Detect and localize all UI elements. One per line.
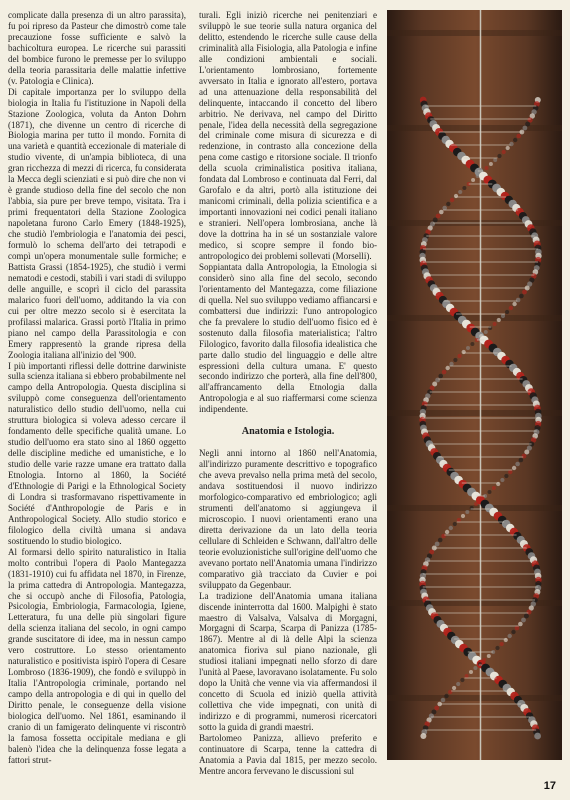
middle-text-column	[199, 10, 377, 788]
dna-model-photo	[387, 10, 562, 760]
page-number: 17	[543, 780, 556, 792]
paragraph: Negli anni intorno al 1860 nell'Anatomia, all'indirizzo puramente descrittivo e topografico che aveva prevalso nella prima metà del secolo, andava sostituendosi il nuovo indirizzo morfologico-comparativo ed embriologico; agli strumenti dell'anatomo si aggiungeva il microscopio. I nuovi orientamenti erano una diretta derivazione da un lato della teoria cellulare di Schleiden e Schwann, dall'altro delle teorie evoluzionistiche sull'origine dell'uomo che avevano portato nell'Anatomia umana l'indirizzo comparativo già tracciato da Cuvier e poi sviluppato da Gegenbaur.	[199, 448, 377, 590]
paragraph: turali. Egli iniziò ricerche nei penitenziari e sviluppò le sue teorie sulla natura organica del delitto, estendendo le ricerche sulle cause della criminalità alla Fisiologia, alla Patologia e infine alle condizioni ambientali e sociali. L'orientamento lombrosiano, fortemente avversato in Italia e ignorato all'estero, portava ad una attenuazione della responsabilità del delinquente, intaccando il concetto del libero arbitrio. Ne derivava, nel campo del Diritto penale, l'idea della necessità della segregazione del criminale come misura di sicurezza e di redenzione, in contrasto alla concezione della pena come castigo e ritorsione sociale. Il trionfo della scuola criminalistica positiva italiana, fondata dal Lombroso e continuata dal Ferri, dal Garofalo e da altri, portò alla istituzione dei manicomi criminali, della polizia scientifica e a importanti innovazioni nei codici penali italiano e stranieri. Nell'opera lombrosiana, anche là dove la dottrina ha in sé un sostanziale valore medico, si scopre sempre il fondo bio-antropologico dei problemi sollevati (Morselli).	[199, 10, 377, 261]
paragraph: I più importanti riflessi delle dottrine darwiniste sulla scienza italiana si ebbero probabilmente nel campo della Antropologia. Questa disciplina si sviluppò come conseguenza dell'orientamento naturalistico dello studio dell'uomo, nella cui struttura biologica si voleva adesso cercare il fondamento delle specifiche qualità umane. Lo studio dell'uomo era stato sino al 1860 oggetto delle discipline mediche ed umanistiche, e lo studio delle varie razze umane era trattato dalla Etnologia. Intorno al 1860, la Société d'Ethnologie di Parigi e la Ethnological Society di Londra si trasformavano rispettivamente in Société d'Anthropologie de Paris e in Anthropological Society. Allo studio storico e filologico della civiltà umana si andava sostituendo lo studio biologico.	[8, 360, 186, 546]
left-text-column	[8, 10, 186, 788]
paragraph: Al formarsi dello spirito naturalistico in Italia molto contribuì l'opera di Paolo Mantegazza (1831-1910) cui fu affidata nel 1870, in Firenze, la prima cattedra di Antropologia. Mantegazza, che si occupò anche di Filosofia, Patologia, Psicologia, Embriologia, Farmacologia, Igiene, Letteratura, fu una delle più singolari figure della scienza italiana del secolo, in ogni campo grande suscitatore di idee, ma in nessun campo vero costruttore. Lo stesso orientamento naturalistico e positivista ispirò l'opera di Cesare Lombroso (1836-1909), che fondò e sviluppò in Italia l'Antropologia criminale, portando nel campo della antropologia e di qui in quello del Diritto penale, le conseguenze della visione biologica dell'uomo. Nel 1861, esaminando il cranio di un famigerato delinquente vi riscontrò la famosa fossetta occipitale mediana e gli balenò l'idea che la delinquenza fosse legata a fattori strut-	[8, 546, 186, 765]
dna-helix-illustration	[387, 10, 562, 760]
paragraph: Di capitale importanza per lo sviluppo della biologia in Italia fu l'istituzione in Napoli della Stazione Zoologica, voluta da Anton Dohrn (1871), che divenne un centro di ricerche di Biologia marina per tutto il mondo. Fornita di una varietà e quantità eccezionale di materiale di studio vivente, di un'ampia biblioteca, di una gran ricchezza di mezzi di ricerca, fu considerata la Mecca degli scienziati e si può dire che non vi è grande studioso della fine del secolo che non l'abbia, sia pure per breve tempo, visitata. Tra i primi frequentatori della Stazione Zoologica napoletana furono Carlo Emery (1848-1925), che studiò l'embriologia e l'anatomia dei pesci, formulò lo schema dell'arto dei tetrapodi e compì un'opera monumentale sulle formiche; e Battista Grassi (1854-1925), che studiò i vermi nematodi e cestodi, stabilì i vari stadi di sviluppo delle anguille, e scoprì il ciclo del parassita malarico fuori dell'uomo, additando la via con cui per oltre mezzo secolo si è esercitata la profilassi malarica. Grassi portò l'Italia in primo piano nel campo della Parassitologia e con Emery rappresentò la grande ripresa della Zoologia italiana all'inizio del '900.	[8, 86, 186, 360]
paragraph: Soppiantata dalla Antropologia, la Etnologia si considerò sino alla fine del secolo, secondo l'orientamento del Mantegazza, come filiazione di quella. Nel suo sviluppo vediamo affiancarsi e combattersi due indirizzi: l'uno antropologico che fa prevalere lo studio dell'uomo fisico ed è sostenuto dalla filosofia materialistica; l'altro Filologico, favorito dalla filosofia idealistica che parte dallo studio del linguaggio e delle altre espressioni della cultura umana. E' questo secondo indirizzo che porterà, alla fine dell'800, all'affrancamento della Etnologia dalla Antropologia e al suo riaffermarsi come scienza indipendente.	[199, 261, 377, 415]
paragraph: complicate dalla presenza di un altro parassita), fu poi ripreso da Pasteur che dimostrò come tale precauzione fosse sufficiente e salvò la bachicoltura europea. Le ricerche sui parassiti del bombice furono le premesse per lo sviluppo della teoria parassitaria delle malattie infettive (v. Patologia e Clinica).	[8, 10, 186, 86]
paragraph: Bartolomeo Panizza, allievo preferito e continuatore di Scarpa, tenne la cattedra di Anatomia a Pavia dal 1815, per mezzo secolo. Mentre ancora fervevano le discussioni sul	[199, 733, 377, 776]
paragraph: La tradizione dell'Anatomia umana italiana discende ininterrotta dal 1600. Malpighi è stato maestro di Valsalva, Valsalva di Morgagni, Morgagni di Scarpa, Scarpa di Panizza (1785-1867). Mentre al di là delle Alpi la scienza anatomica fioriva sul piano nazionale, gli studiosi italiani impegnati nello sforzo di dare l'unità al Paese, lavoravano isolatamente. Fu solo dopo la Unità che venne via via affermandosi il concetto di Scuola ed iniziò quella attività collettiva che vide impegnati, con unità di indirizzo e di programmi, numerosi ricercatori sotto la guida di grandi maestri.	[199, 590, 377, 733]
section-heading: Anatomia e Istologia.	[241, 426, 335, 438]
